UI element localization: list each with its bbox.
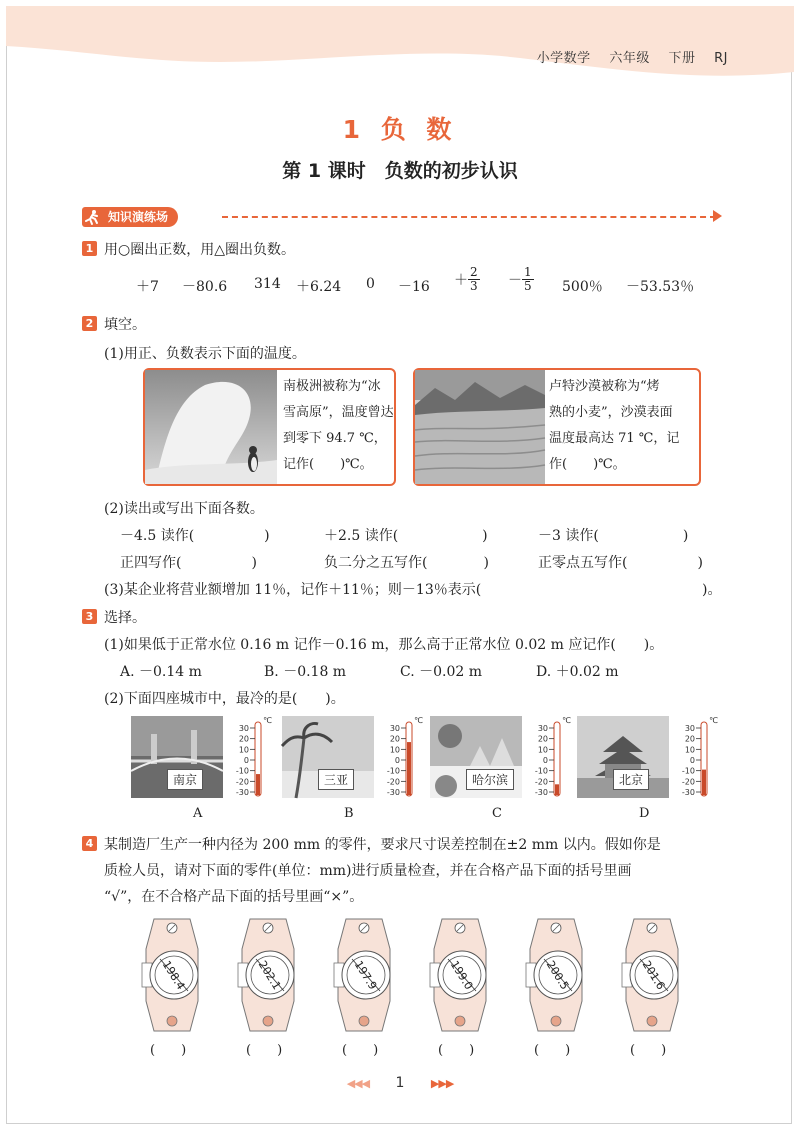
q4-line-1: 某制造厂生产一种内径为 200 mm 的零件，要求尺寸误差控制在±2 mm 以内。假如你是 — [104, 837, 661, 853]
q3-option-b: B. －0.18 m — [264, 664, 347, 680]
page-footer — [0, 1075, 800, 1091]
thermometer — [376, 716, 423, 798]
svg-text:-20: -20 — [235, 777, 249, 787]
q1-fraction-negative: － $\frac{1}{5}$ — [508, 265, 532, 293]
part-diagram — [622, 915, 682, 1035]
header-volume: 下册 — [668, 51, 696, 66]
svg-text:-30: -30 — [534, 788, 548, 797]
q2-read-3: －3 读作( ) — [538, 528, 689, 544]
q1-frac-neg-denominator: 5 — [524, 279, 532, 293]
q1-item-10: －53.53％ — [626, 279, 695, 295]
answer-parentheses[interactable]: ( ) — [246, 1043, 283, 1058]
q2-sub3: (3)某企业将营业额增加 11％，记作＋11％；则－13％表示( — [104, 582, 482, 598]
svg-text:-10: -10 — [534, 766, 548, 776]
svg-text:30: 30 — [238, 724, 249, 733]
q1-item-2: －80.6 — [182, 279, 228, 295]
part-measurement: 197.9 — [351, 958, 380, 993]
svg-text:0: 0 — [689, 756, 695, 765]
header-grade: 六年级 — [609, 51, 650, 66]
svg-text:0: 0 — [243, 756, 249, 765]
page-number: 1 — [395, 1075, 405, 1091]
svg-text:-20: -20 — [534, 777, 548, 787]
q1-item-4: ＋6.24 — [296, 279, 342, 295]
answer-parentheses[interactable]: ( ) — [342, 1043, 379, 1058]
part-diagram — [142, 915, 202, 1035]
header-edition: RJ — [714, 51, 728, 66]
q3-option-a: A. －0.14 m — [120, 664, 202, 680]
svg-text:-10: -10 — [681, 766, 695, 776]
q1-prompt: 用○圈出正数，用△圈出负数。 — [104, 242, 295, 258]
q1-fraction-positive: ＋ $\frac{2}{3}$ — [454, 265, 478, 293]
section-label: 知识演练场 — [108, 210, 169, 224]
antarctica-text: 南极洲被称为“冰 雪高原”，温度曾达 到零下 94.7 ℃， 记作( )℃。 — [283, 379, 394, 472]
svg-text:℃: ℃ — [414, 716, 423, 725]
svg-text:20: 20 — [389, 734, 400, 744]
city-option-letter: B — [344, 806, 354, 821]
q2-read-1: －4.5 读作( ) — [120, 528, 270, 544]
svg-text:20: 20 — [537, 734, 548, 744]
city-name: 北京 — [613, 769, 649, 790]
q2-write-1: 正四写作( ) — [120, 555, 257, 571]
question-number-4: 4 — [82, 836, 97, 851]
city-option-letter: D — [639, 806, 650, 821]
city-option-letter: C — [492, 806, 502, 821]
svg-text:℃: ℃ — [709, 716, 718, 725]
part-diagram — [526, 915, 586, 1035]
q3-prompt: 选择。 — [104, 610, 146, 626]
q1-frac-neg-numerator: 1 — [524, 265, 532, 279]
section-divider — [222, 216, 716, 218]
svg-text:10: 10 — [238, 745, 249, 755]
q3-option-d: D. ＋0.02 m — [536, 664, 619, 680]
q3-sub1: (1)如果低于正常水位 0.16 m 记作－0.16 m，那么高于正常水位 0.02 m 应记作( )。 — [104, 637, 664, 653]
header-info — [523, 47, 728, 66]
antarctica-photo — [145, 370, 277, 484]
desert-card — [413, 368, 701, 486]
city-name: 哈尔滨 — [466, 769, 514, 790]
runner-icon — [84, 209, 100, 225]
svg-text:30: 30 — [389, 724, 400, 733]
q2-write-2: 负二分之五写作( ) — [324, 555, 489, 571]
desert-photo — [415, 370, 545, 484]
part-measurement: 201.6 — [639, 958, 668, 993]
svg-text:℃: ℃ — [562, 716, 571, 725]
q2-write-3: 正零点五写作( ) — [538, 555, 703, 571]
q4-line-3: “√”，在不合格产品下面的括号里画“×”。 — [104, 889, 364, 905]
svg-text:20: 20 — [684, 734, 695, 744]
svg-text:-30: -30 — [386, 788, 400, 797]
antarctica-card — [143, 368, 396, 486]
svg-text:10: 10 — [389, 745, 400, 755]
desert-text: 卢特沙漠被称为“烤 熟的小麦”，沙漠表面 温度最高达 71 ℃，记 作( )℃。 — [549, 379, 680, 472]
q1-item-9: 500％ — [562, 279, 603, 295]
answer-parentheses[interactable]: ( ) — [150, 1043, 187, 1058]
svg-text:10: 10 — [684, 745, 695, 755]
part-diagram — [430, 915, 490, 1035]
svg-text:0: 0 — [394, 756, 400, 765]
svg-text:10: 10 — [537, 745, 548, 755]
svg-text:-20: -20 — [681, 777, 695, 787]
part-measurement: 199.0 — [447, 958, 476, 993]
svg-text:-30: -30 — [235, 788, 249, 797]
question-number-2: 2 — [82, 316, 97, 331]
thermometer — [225, 716, 272, 798]
q1-item-5: 0 — [366, 276, 375, 292]
q2-prompt: 填空。 — [104, 317, 146, 333]
svg-text:-30: -30 — [681, 788, 695, 797]
question-number-1: 1 — [82, 241, 97, 256]
thermometer — [671, 716, 718, 798]
part-diagram — [334, 915, 394, 1035]
chapter-title: 1 负 数 — [342, 115, 458, 144]
q3-sub2: (2)下面四座城市中，最冷的是( )。 — [104, 691, 345, 707]
section-arrow-icon — [713, 210, 722, 222]
q2-sub1: (1)用正、负数表示下面的温度。 — [104, 346, 306, 362]
answer-parentheses[interactable]: ( ) — [630, 1043, 667, 1058]
answer-parentheses[interactable]: ( ) — [534, 1043, 571, 1058]
q1-frac-pos-numerator: 2 — [470, 265, 478, 279]
q3-option-c: C. －0.02 m — [400, 664, 483, 680]
q2-read-2: ＋2.5 读作( ) — [324, 528, 488, 544]
svg-text:20: 20 — [238, 734, 249, 744]
header-subject: 小学数学 — [536, 51, 591, 66]
part-measurement: 198.4 — [159, 958, 188, 993]
city-name: 南京 — [167, 769, 203, 790]
q2-sub3-end: )。 — [702, 582, 722, 598]
question-number-3: 3 — [82, 609, 97, 624]
svg-text:-10: -10 — [386, 766, 400, 776]
part-measurement: 200.5 — [543, 958, 572, 993]
q1-item-1: ＋7 — [136, 279, 159, 295]
svg-text:℃: ℃ — [263, 716, 272, 725]
prev-arrows-icon: ◀◀◀ — [346, 1077, 370, 1090]
next-arrows-icon: ▶▶▶ — [430, 1077, 454, 1090]
part-measurement: 202.1 — [255, 958, 284, 993]
city-name: 三亚 — [318, 769, 354, 790]
part-diagram — [238, 915, 298, 1035]
lesson-title: 第 1 课时 负数的初步认识 — [282, 160, 518, 182]
svg-text:30: 30 — [537, 724, 548, 733]
svg-text:-10: -10 — [235, 766, 249, 776]
q4-line-2: 质检人员，请对下面的零件(单位：mm)进行质量检查，并在合格产品下面的括号里画 — [104, 863, 632, 879]
thermometer — [524, 716, 571, 798]
city-option-letter: A — [193, 806, 203, 821]
q1-frac-pos-denominator: 3 — [470, 279, 478, 293]
svg-text:-20: -20 — [386, 777, 400, 787]
svg-text:30: 30 — [684, 724, 695, 733]
q1-item-3: 314 — [254, 276, 281, 292]
q1-item-6: －16 — [398, 279, 430, 295]
q2-sub2: (2)读出或写出下面各数。 — [104, 501, 264, 517]
answer-parentheses[interactable]: ( ) — [438, 1043, 475, 1058]
svg-text:0: 0 — [542, 756, 548, 765]
